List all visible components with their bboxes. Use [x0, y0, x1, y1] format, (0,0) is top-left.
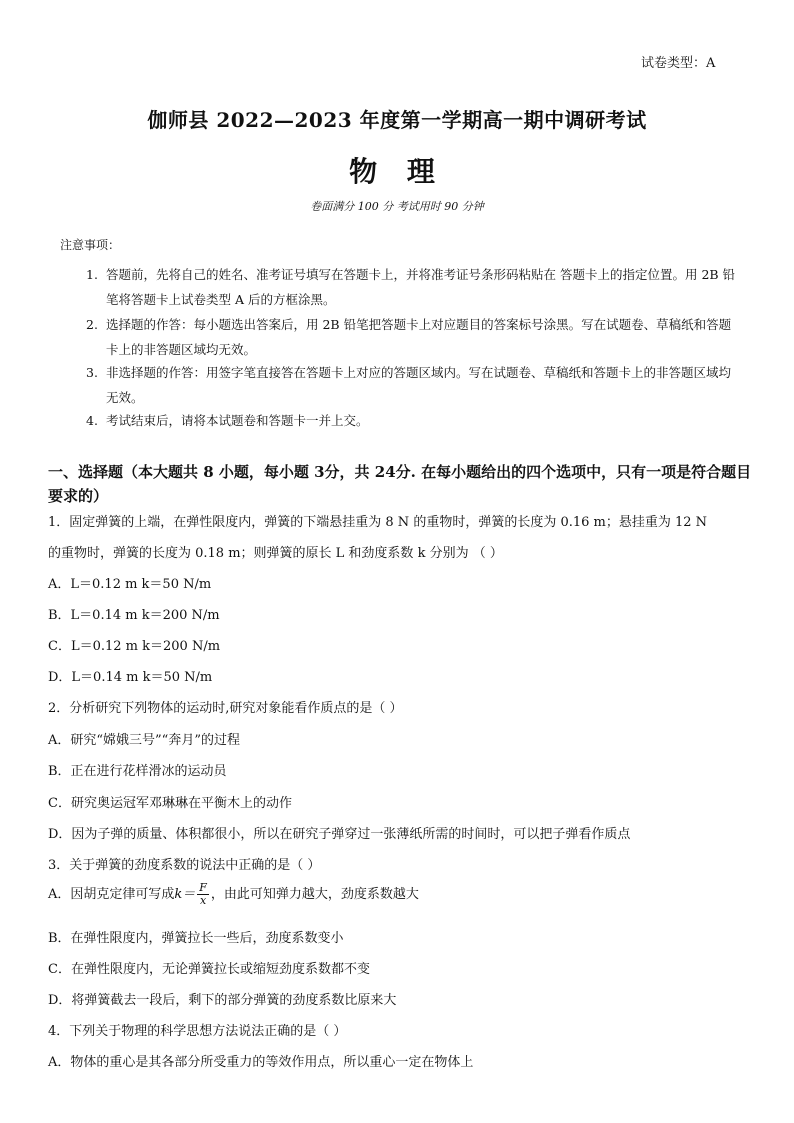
note-number: 1.: [86, 267, 98, 282]
question-3-option-a: [48, 882, 419, 907]
question-1-option-d: D．L＝0.14 m k＝50 N/m: [48, 670, 213, 685]
fraction-denominator: x: [199, 894, 207, 907]
note-item-2: [86, 312, 736, 362]
fraction-numerator: F: [199, 881, 207, 894]
question-1-stem-line1: 1．固定弹簧的上端，在弹性限度内，弹簧的下端悬挂重为 8 N 的重物时，弹簧的长度为 0.16 m；悬挂重为 12 N: [48, 515, 708, 530]
option-a-suffix: ，由此可知弹力越大，劲度系数越大: [210, 887, 419, 902]
note-text: 选择题的作答：每小题选出答案后，用 2B 铅笔把答题卡上对应题目的答案标号涂黑。写在试题卷、草稿纸和答题卡上的非答题区域均无效。: [106, 317, 732, 357]
subject-title: 物 理: [349, 155, 445, 188]
formula-fraction: [197, 882, 209, 907]
question-3-option-c: C．在弹性限度内，无论弹簧拉长或缩短劲度系数都不变: [48, 962, 370, 977]
note-item-3: [86, 360, 736, 410]
question-3-option-d: D．将弹簧截去一段后，剩下的部分弹簧的劲度系数比原来大: [48, 993, 397, 1008]
question-2-stem: 2．分析研究下列物体的运动时,研究对象能看作质点的是（ ）: [48, 701, 403, 716]
question-2-option-c: C．研究奥运冠军邓琳琳在平衡木上的动作: [48, 796, 292, 811]
question-1-option-b: B．L＝0.14 m k＝200 N/m: [48, 608, 220, 623]
question-4-option-a: A．物体的重心是其各部分所受重力的等效作用点，所以重心一定在物体上: [48, 1055, 474, 1070]
question-4-stem: 4．下列关于物理的科学思想方法说法正确的是（ ）: [48, 1024, 347, 1039]
question-1-stem-line2: 的重物时，弹簧的长度为 0.18 m；则弹簧的原长 L 和劲度系数 k 分别为 （ ）: [48, 546, 503, 561]
question-1-option-a: A．L＝0.12 m k＝50 N/m: [48, 577, 212, 592]
exam-title: 伽师县 2022—2023 年度第一学期高一期中调研考试: [147, 108, 647, 132]
question-3-option-b: B．在弹性限度内，弹簧拉长一些后，劲度系数变小: [48, 931, 344, 946]
note-item-4: [86, 408, 736, 433]
section-heading: 一、选择题（本大题共 8 小题，每小题 3分，共 24分. 在每小题给出的四个选项中，只有一项是符合题目要求的）: [48, 463, 752, 505]
note-text: 非选择题的作答：用签字笔直接答在答题卡上对应的答题区域内。写在试题卷、草稿纸和答题卡上的非答题区域均无效。: [106, 365, 732, 405]
question-2-option-a: A．研究“嫦娥三号”“奔月”的过程: [48, 733, 240, 748]
note-number: 3.: [86, 365, 98, 380]
notes-heading: 注意事项：: [60, 238, 121, 252]
formula-k: k＝: [174, 887, 196, 902]
score-info: 卷面满分 100 分 考试用时 90 分钟: [310, 200, 484, 213]
note-text: 考试结束后，请将本试题卷和答题卡一并上交。: [106, 413, 369, 428]
note-text: 答题前，先将自己的姓名、准考证号填写在答题卡上，并将准考证号条形码粘贴在 答题卡上的指定位置。用 2B 铅笔将答题卡上试卷类型 A 后的方框涂黑。: [106, 267, 736, 307]
note-number: 4.: [86, 413, 98, 428]
question-2-option-d: D．因为子弹的质量、体积都很小，所以在研究子弹穿过一张薄纸所需的时间时，可以把子弹看作质点: [48, 827, 631, 842]
note-item-1: [86, 262, 736, 312]
question-3-stem: 3．关于弹簧的劲度系数的说法中正确的是（ ）: [48, 858, 321, 873]
question-2-option-b: B．正在进行花样滑冰的运动员: [48, 764, 227, 779]
note-number: 2.: [86, 317, 98, 332]
question-1-option-c: C．L＝0.12 m k＝200 N/m: [48, 639, 221, 654]
option-a-prefix: A．因胡克定律可写成: [48, 887, 175, 902]
paper-type-label: 试卷类型：A: [641, 56, 716, 71]
